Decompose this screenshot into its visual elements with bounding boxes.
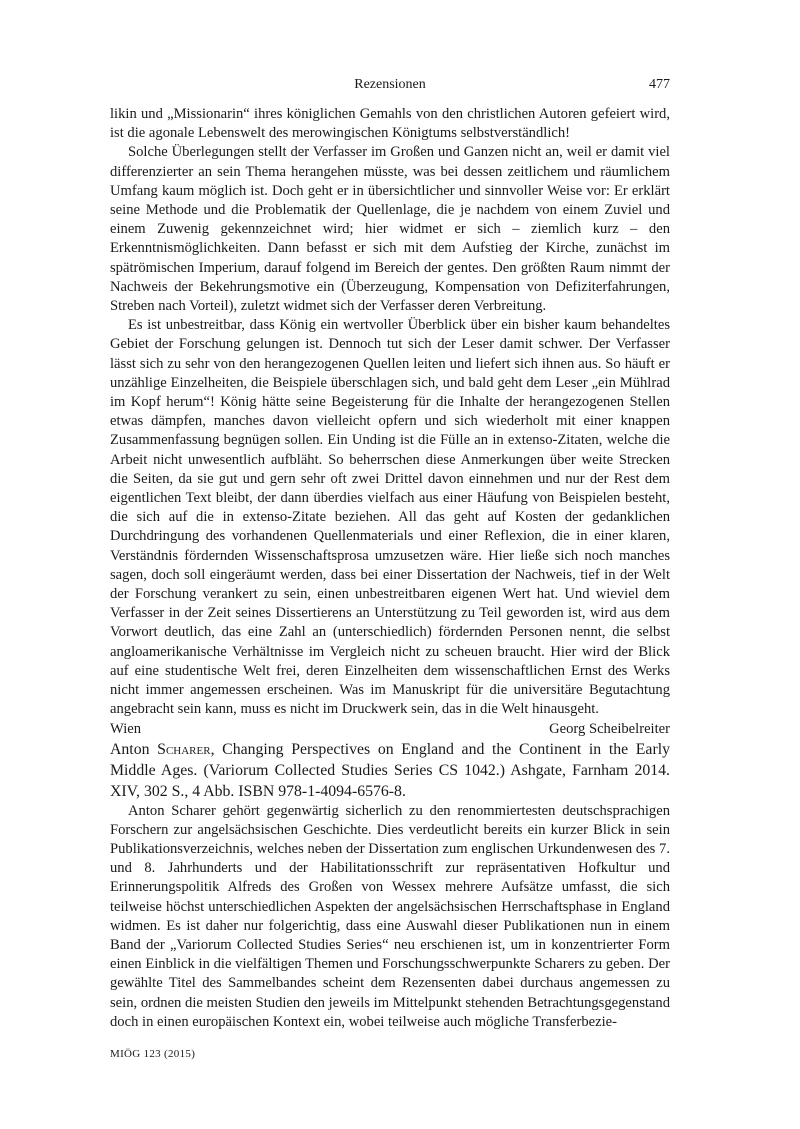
book-entry: Anton Scharer, Changing Perspectives on England and the Continent in the Early Middle Ages. (Variorum Collected Studies Series CS 1042.) Ashgate, Farnham 2014. XIV, 302 S., 4 Abb. ISBN 978-1-4094-6576-8. bbox=[110, 740, 670, 800]
review-signature bbox=[110, 720, 670, 739]
running-head bbox=[110, 77, 670, 97]
review-text bbox=[110, 105, 670, 1032]
review-place: Wien bbox=[110, 720, 142, 737]
book-author-last: Scharer bbox=[157, 740, 211, 758]
review-paragraph: Anton Scharer gehört gegenwärtig sicherlich zu den renommiertesten deutschsprachigen Forschern zur angelsächsischen Geschichte. Dies verdeutlicht bereits ein kurzer Blick in sein Publikationsverzeichnis, welches neben der Dissertation zum englischen Urkundenwesen des 7. und 8. Jahrhunderts und der Habilitationsschrift zur repräsentativen Hofkultur und Erinnerungspolitik Alfreds des Großen von Wessex mehrere Aufsätze umfasst, die sich teilweise höchst unterschiedlichen Aspekten der angelsächsischen Herrschaftsphase in England widmen. Es ist daher nur folgerichtig, dass eine Auswahl dieser Publikationen nun in einem Band der „Variorum Collected Studies Series“ neu erschienen ist, um in konzentrierter Form einen Einblick in die vielfältigen Themen und Forschungsschwerpunkte Scharers zu geben. Der gewählte Titel des Sammelbandes scheint dem Rezensenten dabei durchaus angemessen zu sein, ordnen die meisten Studien den jeweils im Mittelpunkt stehenden Betrachtungsgegenstand doch in einen europäischen Kontext ein, wobei teilweise auch mögliche Transferbezie- bbox=[110, 802, 670, 1030]
review-paragraph: Es ist unbestreitbar, dass König ein wertvoller Überblick über ein bisher kaum behandeltes Gebiet der Forschung gelungen ist. Dennoch tut sich der Leser damit schwer. Der Verfasser lässt sich zu sehr von den herangezogenen Quellen leiten und liefert sich ihnen aus. So häuft er unzählige Einzelheiten, die Beispiele überschlagen sich, und bald geht dem Leser „ein Mühlrad im Kopf herum“! König hätte seine Begeisterung für die Inhalte der herangezogenen Stellen etwas dämpfen, manches davon vielleicht opfern und sich wiederholt mit einer knappen Zusammenfassung begnügen sollen. Ein Unding ist die Fülle an in extenso-Zitaten, welche die Arbeit nicht unwesentlich aufbläht. So beherrschen diese Anmerkungen über weite Strecken die Seiten, da sie gut und gern sehr oft zwei Drittel davon einnehmen und nur der Rest dem eigentlichen Text bleibt, der dann überdies vielfach aus einer Häufung von Beispielen besteht, die sich auf die in extenso-Zitate beziehen. All das geht auf Kosten der gedanklichen Durchdringung des vorhandenen Quellenmaterials und einer Reflexion, die in einer klaren, Verständnis fördernden Wissenschaftsprosa umzusetzen wäre. Hier ließe sich noch manches sagen, doch soll eingeräumt werden, dass bei einer Dissertation der Nachweis, tief in der Welt der Forschung verankert zu sein, einen unbestreitbaren eigenen Wert hat. Und wieviel dem Verfasser in der Zeit seines Dissertierens an Unterstützung zu Teil geworden ist, wird aus dem Vorwort deutlich, das eine Zahl an (unterschiedlich) fördernden Personen nennt, die selbst angloamerikanische Verhältnisse im Vergleich nicht zu scheuen braucht. Hier wird der Blick auf eine studentische Welt frei, deren Einzelheiten dem wissenschaftlichen Ernst des Werks nicht immer angemessen erscheinen. Was im Manuskript für die universitäre Begutachtung angebracht sein kann, muss es nicht im Druckwerk sein, das in die Welt hinausgeht. bbox=[110, 317, 670, 718]
page-number: 477 bbox=[649, 77, 670, 92]
journal-footer: MIÖG 123 (2015) bbox=[110, 1048, 196, 1060]
book-author-first: Anton bbox=[110, 740, 150, 758]
running-title: Rezensionen bbox=[354, 77, 426, 92]
reviewer-name: Georg Scheibelreiter bbox=[549, 720, 670, 737]
review-paragraph: Solche Überlegungen stellt der Verfasser im Großen und Ganzen nicht an, weil er damit viel differenzierter an sein Thema herangehen müsste, was bei dessen zeitlichem und räumlichem Umfang kaum möglich ist. Doch geht er in übersichtlicher und sinnvoller Weise vor: Er erklärt seine Methode und die Problematik der Quellenlage, die je nachdem von einem Zuviel und einem Zuwenig gekennzeichnet wird; hier widmet er sich – ziemlich kurz – den Erkenntnismöglichkeiten. Dann befasst er sich mit dem Aufstieg der Kirche, zunächst im spätrömischen Imperium, darauf folgend im Bereich der gentes. Den größten Raum nimmt der Nachweis der Bekehrungsmotive ein (Überzeugung, Kompensation von Defiziterfahrungen, Streben nach Vorteil), zuletzt widmet sich der Verfasser deren Verbreitung. bbox=[110, 144, 670, 315]
book-title-details: Changing Perspectives on England and the Continent in the Early Middle Ages. (Variorum Collected Studies Series CS 1042.) Ashgate, Farnham 2014. XIV, 302 S., 4 Abb. ISBN 978-1-4094-6576-8. bbox=[110, 740, 670, 800]
review-paragraph: likin und „Missionarin“ ihres königlichen Gemahls von den christlichen Autoren gefeiert wird, ist die agonale Lebenswelt des merowingischen Königtums selbstverständlich! bbox=[110, 106, 670, 142]
